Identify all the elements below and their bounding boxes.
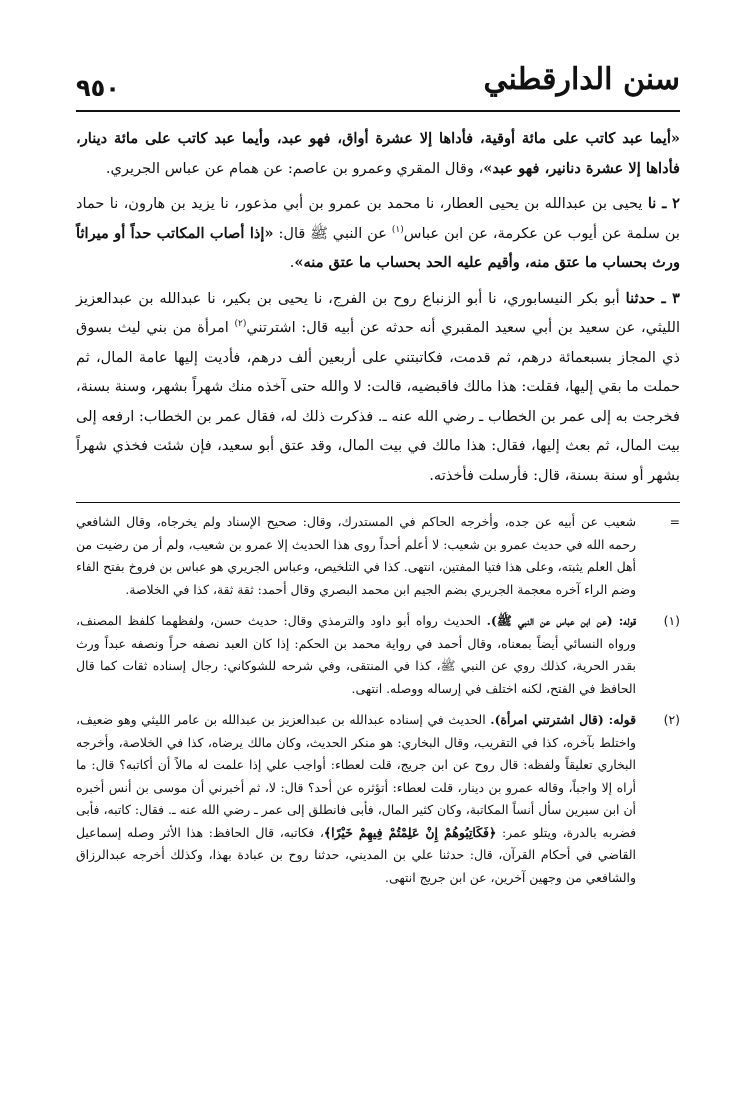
footnote-quote: (عن ابن عباس عن النبي ﷺ). <box>486 613 619 628</box>
footnote-quote: (قال اشترتني امرأة). <box>490 712 609 727</box>
paragraph-text: ، وقال المقري وعمرو بن عاصم: عن همام عن عباس الجريري. <box>105 159 484 177</box>
paragraph-end: . <box>289 254 295 271</box>
main-text <box>76 124 680 490</box>
footnote-text: الحديث في إسناده عبدالله بن عبدالعزيز بن عبدالله بن عامر الليثي وهو ضعيف، واختلط بآخره، كذا في التقريب، وقال البخاري: هو منكر الحديث، وكان مالك يرضاه، كذا في الخلاصة، وأخرجه البخاري تعليقاً ولفظه: قال روح عن ابن جريج، قلت لعطاء: أواجب علي إذا علمت له مالاً أن أكاتبه؟ قال: ما أراه إلا واجباً، وقاله عمرو بن دينار، قلت لعطاء: أتؤثره عن أحد؟ قال: لا، ثم أخبرني أن موسى بن أنس أخبره أن ابن سيرين سأل أنساً المكاتبة، وكان كثير المال، فأبى فانطلق إلى عمر ـ رضي الله عنه ـ. فقال: كاتبه، فأبى فضربه بالدرة، ويتلو عمر: <box>76 712 636 840</box>
footnote-2 <box>76 709 680 889</box>
hadith-number: ٣ ـ حدثنا <box>625 289 680 307</box>
quran-verse: ﴿فَكَاتِبُوهُمْ إِنْ عَلِمْتُمْ فِيهِمْ خَيْرًا﴾ <box>323 824 497 840</box>
running-title: سنن الدارقطني <box>483 62 680 97</box>
hadith-number: ٢ ـ نا <box>647 195 681 212</box>
book-page <box>76 60 680 1080</box>
footnote-text: شعيب عن أبيه عن جده، وأخرجه الحاكم في المستدرك، وقال: صحيح الإسناد ولم يخرجاه، وقال الشافعي رحمه الله في حديث عمرو بن شعيب: لا أعلم أحداً روى هذا الحديث إلا عمرو بن شعيب، ولم أر من رضيت من أهل العلم يثبته، وعلى هذا فتيا المفتين، انتهى. كذا في التلخيص، وعباس الجريري هو عباس بن فروخ بفتح الفاء وضم الراء آخره معجمة الجريري بضم الجيم ابن محمد البصري وقال أحمد: ثقة ثقة، كذا في الخلاصة. <box>76 514 636 597</box>
footnote-ref-2[interactable]: (٢) <box>234 319 247 330</box>
isnad-text: يحيى بن عبدالله بن يحيى العطار، نا محمد بن عمرو بن أبي مذعور، نا يزيد بن هارون، نا حماد بن سلمة عن أيوب عن عكرمة، عن ابن عباس <box>76 195 680 242</box>
hadith-text: «إذا أصاب المكاتب حداً أو ميراثاً ورث بحساب ما عتق منه، وأقيم عليه الحد بحساب ما عتق منه» <box>76 224 680 271</box>
footnote-marker: (١) <box>663 613 680 628</box>
isnad-text: عن النبي ﷺ قال: <box>273 224 392 242</box>
footnote-marker: = <box>669 514 680 529</box>
footnote-text: ، فكاتبه، قال الحافظ: هذا الأثر وصله إسماعيل القاضي في أحكام القرآن، قال: حدثنا علي بن المديني، حدثنا روح بن عبادة بهذا، وكذلك أخرجه عبدالرزاق والشافعي من وجهين آخرين، عن ابن جريج انتهى. <box>76 824 636 885</box>
page-header <box>76 60 680 116</box>
footnote-divider <box>76 502 680 503</box>
footnote-ref-1[interactable]: (١) <box>391 224 404 235</box>
footnote-1 <box>76 610 680 700</box>
footnote-continued <box>76 511 680 601</box>
footnotes <box>76 511 680 889</box>
isnad-text: أبو بكر النيسابوري، نا أبو الزنباع روح بن الفرج، نا يحيى بن بكير، نا عبدالله بن عبدالعزيز الليثي، عن سعيد بن أبي سعيد المقبري أنه حدثه عن أبيه قال: اشترتني <box>76 289 681 336</box>
paragraph-2 <box>76 189 680 278</box>
footnote-marker: (٢) <box>663 712 680 727</box>
footnote-text: الحديث رواه أبو داود والترمذي وقال: حديث حسن، ولفظهما كلفظ المصنف، ورواه النسائي أيضاً بمعناه، وقال أحمد في رواية محمد بن الحكم: إذا كان العبد نصفه حراً ونصفه عبداً ورث بقدر الحرية، كذلك روي عن النبي ﷺ، كذا في المنتقى، وفي شرحه للشوكاني: رجال إسناده ثقات كما قال الحافظ في الفتح، لكنه اختلف في إرساله ووصله. انتهى. <box>76 613 636 696</box>
paragraph-text: امرأة من بني ليث بسوق ذي المجاز بسبعمائة درهم، ثم قدمت، فكاتبتني على أربعين ألف درهم، فأديت إليها عامة المال، ثم حملت ما بقي إليها، فقلت: هذا مالك فاقبضيه، قالت: لا والله حتى آخذه منك شهراً بشهر، وسنة بسنة، فخرجت به إلى عمر بن الخطاب ـ رضي الله عنه ـ. فذكرت ذلك له، فقال عمر بن الخطاب: ارفعه إلى بيت المال، ثم بعث إليها، فقال: هذا مالك في بيت المال، وقد عتق أبو سعيد، فإن شئت فخذي شهراً بشهر أو سنة بسنة، قال: فأرسلت فأخذته. <box>76 319 680 484</box>
header-rule <box>76 110 680 112</box>
footnote-label: قوله: <box>608 712 636 727</box>
hadith-text: «أيما عبد كاتب على مائة أوقية، فأداها إلا عشرة أواق، فهو عبد، وأيما عبد كاتب على مائة دينار، فأداها إلا عشرة دنانير، فهو عبد» <box>76 130 680 177</box>
page-number: ٩٥٠ <box>76 74 120 102</box>
paragraph-1 <box>76 124 680 183</box>
footnote-label: قوله: <box>618 613 636 628</box>
paragraph-3 <box>76 284 680 491</box>
